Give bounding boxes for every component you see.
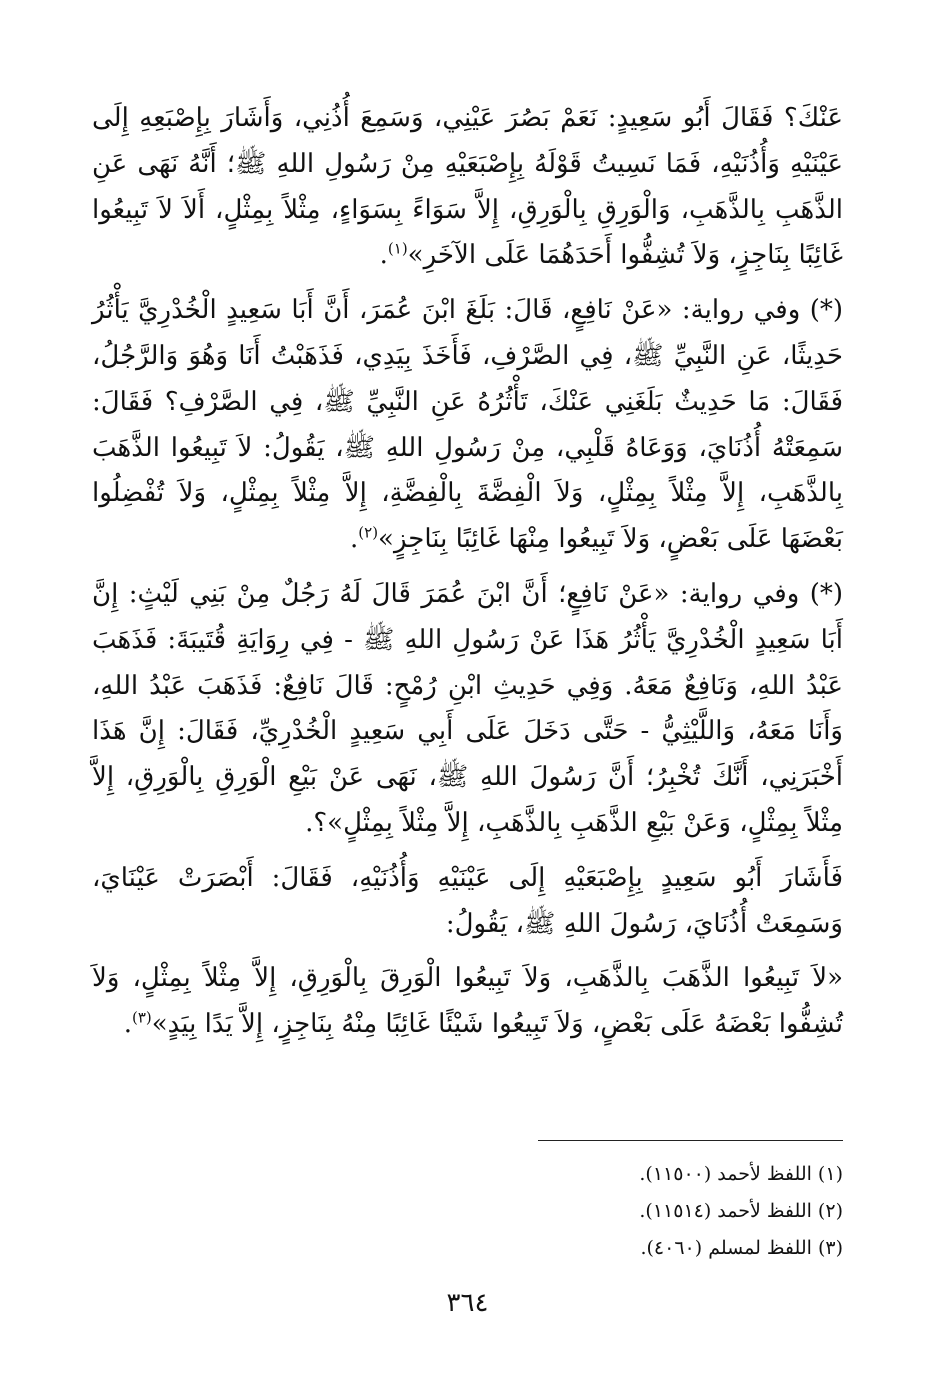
footnote-divider [538, 1140, 843, 1141]
paragraph-end-mark: . [123, 1009, 132, 1040]
paragraph-text: عَنْكَ؟ فَقَالَ أَبُو سَعِيدٍ: نَعَمْ بَصُرَ عَيْنِي، وَسَمِعَ أُذُنِي، وَأَشَارَ بِإِصْبَعِهِ إِلَى عَيْنَيْهِ وَأُذُنَيْهِ، فَمَا نَسِيتُ قَوْلَهُ بِإِصْبَعَيْهِ مِنْ رَسُولِ اللهِ ﷺ؛ أَنَّهُ نَهَى عَنِ الذَّهَبِ بِالذَّهَبِ، وَالْوَرِقِ بِالْوَرِقِ، إِلاَّ سَوَاءً بِسَوَاءٍ، مِثْلاً بِمِثْلٍ، أَلاَ لاَ تَبِيعُوا غَائِبًا بِنَاجِزٍ، وَلاَ تُشِفُّوا أَحَدَهُمَا عَلَى الآخَرِ» [92, 103, 843, 271]
paragraph-end-mark: . [350, 524, 359, 555]
footnote-reference: (٢) [358, 523, 379, 542]
footnote-2: (٢) اللفظ لأحمد (١١٥١٤). [639, 1200, 843, 1222]
paragraph-text: فَأَشَارَ أَبُو سَعِيدٍ بِإِصْبَعَيْهِ إِلَى عَيْنَيْهِ وَأُذُنَيْهِ، فَقَالَ: أَبْصَرَتْ عَيْنَايَ، وَسَمِعَتْ أُذُنَايَ، رَسُولَ اللهِ ﷺ، يَقُولُ: [92, 862, 843, 939]
footnote-1: (١) اللفظ لأحمد (١١٥٠٠). [639, 1163, 843, 1185]
footnotes [323, 1156, 843, 1267]
asterisk-marker: (*) [809, 295, 843, 326]
main-text [92, 96, 843, 1048]
paragraph-hadith-quote [92, 956, 843, 1048]
paragraph-text: «لاَ تَبِيعُوا الذَّهَبَ بِالذَّهَبِ، وَلاَ تَبِيعُوا الْوَرِقَ بِالْوَرِقِ، إِلاَّ مِثْلاً بِمِثْلٍ، وَلاَ تُشِفُّوا بَعْضَهُ عَلَى بَعْضٍ، وَلاَ تَبِيعُوا شَيْئًا غَائِبًا مِنْهُ بِنَاجِزٍ، إِلاَّ يَدًا بِيَدٍ» [92, 963, 843, 1040]
paragraph-text: وفي رواية: «عَنْ نَافِعٍ، قَالَ: بَلَغَ ابْنَ عُمَرَ، أَنَّ أَبَا سَعِيدٍ الْخُدْرِيَّ يَأْثُرُ حَدِيثًا، عَنِ النَّبِيِّ ﷺ، فِي الصَّرْفِ، فَأَخَذَ بِيَدِي، فَذَهَبْتُ أَنَا وَهُوَ وَالرَّجُلُ، فَقَالَ: مَا حَدِيثٌ بَلَغَنِي عَنْكَ، تَأْثُرُهُ عَنِ النَّبِيِّ ﷺ، فِي الصَّرْفِ؟ فَقَالَ: سَمِعَتْهُ أُذُنَايَ، وَوَعَاهُ قَلْبِي، مِنْ رَسُولِ اللهِ ﷺ، يَقُولُ: لاَ تَبِيعُوا الذَّهَبَ بِالذَّهَبِ، إِلاَّ مِثْلاً بِمِثْلٍ، وَلاَ الْفِضَّةَ بِالْفِضَّةِ، إِلاَّ مِثْلاً بِمِثْلٍ، وَلاَ تُفْضِلُوا بَعْضَهَا عَلَى بَعْضٍ، وَلاَ تَبِيعُوا مِنْهَا غَائِبًا بِنَاجِزٍ» [92, 295, 843, 555]
paragraph-narration-2 [92, 572, 843, 847]
footnote-reference: (١) [387, 239, 408, 258]
paragraph-narration-1 [92, 288, 843, 563]
footnote-reference: (٣) [131, 1008, 152, 1027]
footnote-3: (٣) اللفظ لمسلم (٤٠٦٠). [640, 1237, 843, 1259]
paragraph-text: وفي رواية: «عَنْ نَافِعٍ؛ أَنَّ ابْنَ عُمَرَ قَالَ لَهُ رَجُلٌ مِنْ بَنِي لَيْثٍ: إِنَّ أَبَا سَعِيدٍ الْخُدْرِيَّ يَأْثُرُ هَذَا عَنْ رَسُولِ اللهِ ﷺ - فِي رِوَايَةِ قُتَيبَةَ: فَذَهَبَ عَبْدُ اللهِ، وَنَافِعٌ مَعَهُ. وَفِي حَدِيثِ ابْنِ رُمْحٍ: قَالَ نَافِعٌ: فَذَهَبَ عَبْدُ اللهِ، وَأَنَا مَعَهُ، وَاللَّيْثِيُّ - حَتَّى دَخَلَ عَلَى أَبِي سَعِيدٍ الْخُدْرِيِّ، فَقَالَ: إِنَّ هَذَا أَخْبَرَنِي، أَنَّكَ تُخْبِرُ؛ أَنَّ رَسُولَ اللهِ ﷺ، نَهَى عَنْ بَيْعِ الْوَرِقِ بِالْوَرِقِ، إِلاَّ مِثْلاً بِمِثْلٍ، وَعَنْ بَيْعِ الذَّهَبِ بِالذَّهَبِ، إِلاَّ مِثْلاً بِمِثْلٍ»؟. [92, 578, 843, 838]
page-number: ٣٦٤ [446, 1288, 489, 1318]
asterisk-marker: (*) [809, 578, 843, 609]
paragraph-end-mark: . [379, 240, 388, 271]
paragraph-gesture [92, 856, 843, 948]
paragraph-continuation [92, 96, 843, 279]
